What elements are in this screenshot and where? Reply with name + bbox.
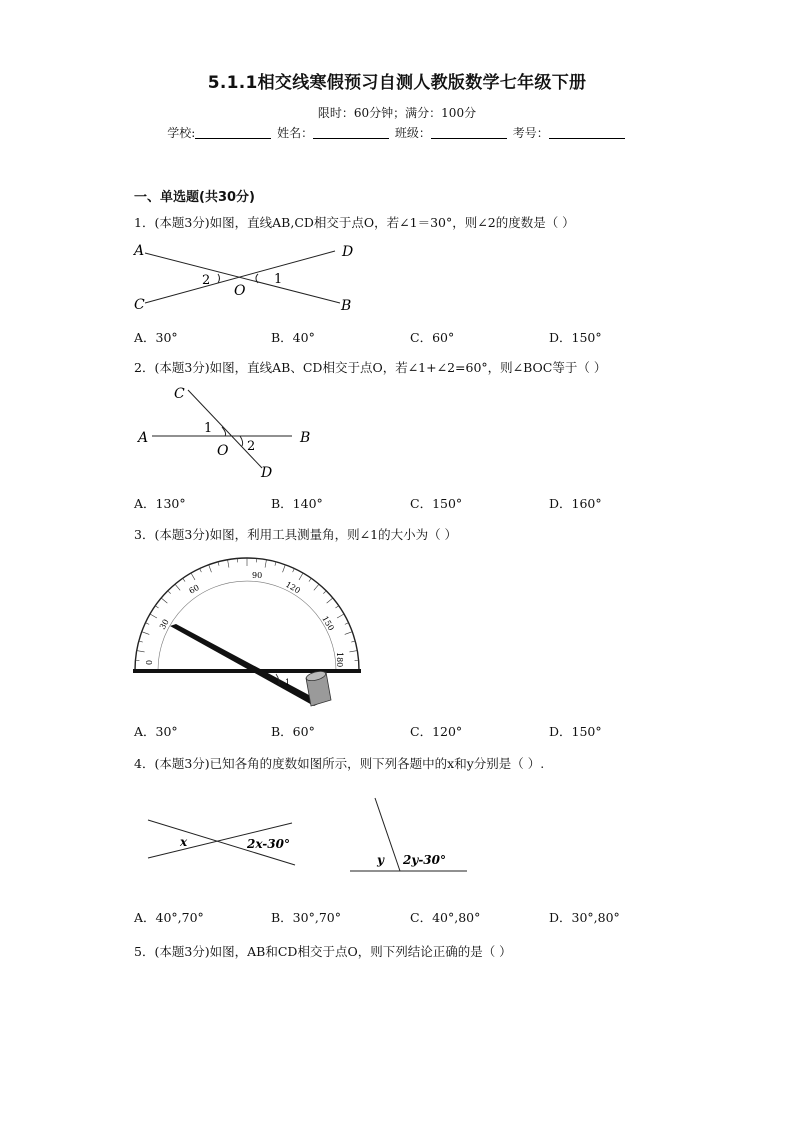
- protractor-tick: [228, 560, 229, 568]
- tick-90: 90: [252, 571, 263, 580]
- label-x: x: [180, 835, 188, 849]
- protractor-ticks: [135, 558, 359, 670]
- protractor-tick: [200, 568, 202, 572]
- q2-option-b[interactable]: B．140°: [271, 496, 323, 511]
- question-4-text: 4．(本题3分)已知各角的度数如图所示，则下列各题中的x和y分别是（ ）.: [134, 756, 545, 771]
- exam-number-blank[interactable]: [549, 126, 625, 139]
- q2-option-c[interactable]: C．150°: [410, 496, 463, 511]
- class-label: 班级：: [394, 126, 431, 140]
- label-y: y: [377, 853, 384, 867]
- question-3-text: 3．(本题3分)如图，利用工具测量角，则∠1的大小为（ ）: [134, 527, 458, 542]
- question-1-figure: [130, 238, 370, 318]
- protractor-tick: [137, 651, 145, 652]
- q1-option-a[interactable]: A．30°: [134, 330, 178, 345]
- protractor-tick: [323, 591, 326, 594]
- protractor-tick: [275, 562, 276, 566]
- q2-option-a[interactable]: A．130°: [134, 496, 186, 511]
- protractor-tick: [345, 623, 349, 625]
- class-blank[interactable]: [431, 126, 507, 139]
- student-info-line: [0, 124, 794, 141]
- label-B: B: [300, 430, 311, 446]
- label-A: A: [134, 243, 145, 259]
- protractor-tick: [327, 598, 333, 603]
- protractor-tick: [345, 632, 353, 635]
- angle-1-label: 1: [204, 421, 213, 436]
- protractor-tick: [299, 573, 303, 580]
- label-2y-30: 2y-30°: [403, 853, 447, 867]
- question-5-text: 5．(本题3分)如图，AB和CD相交于点O，则下列结论正确的是（ ）: [134, 944, 512, 959]
- school-blank[interactable]: [195, 126, 271, 139]
- protractor-tick: [349, 651, 357, 652]
- tick-180: 180: [335, 652, 344, 668]
- tick-150: 150: [320, 614, 336, 633]
- q1-option-d[interactable]: D．150°: [549, 330, 602, 345]
- protractor-tick: [335, 606, 338, 608]
- protractor-tick: [175, 584, 180, 590]
- label-A: A: [138, 430, 149, 446]
- question-2-figure: [130, 380, 330, 480]
- question-4-figure-left: [140, 790, 310, 870]
- protractor-tick: [293, 568, 295, 572]
- q2-option-d[interactable]: D．160°: [549, 496, 602, 511]
- protractor-tick: [142, 632, 150, 635]
- label-B: B: [341, 298, 352, 314]
- protractor-tick: [209, 565, 212, 573]
- label-O: O: [234, 283, 246, 299]
- tick-30: 30: [157, 617, 171, 631]
- protractor-tick: [351, 641, 355, 642]
- q3-option-a[interactable]: A．30°: [134, 724, 178, 739]
- question-4-figure-right: [345, 790, 475, 880]
- q1-option-b[interactable]: B．40°: [271, 330, 315, 345]
- angle-2-label: 2: [247, 439, 256, 454]
- protractor-tick: [168, 591, 171, 594]
- label-C: C: [174, 386, 185, 402]
- protractor-tick: [139, 641, 143, 642]
- angle-1-label: 1: [274, 272, 283, 287]
- protractor-tick: [161, 598, 167, 603]
- protractor-tick: [337, 614, 344, 618]
- tick-120: 120: [284, 579, 302, 596]
- q4-option-d[interactable]: D．30°,80°: [549, 910, 620, 925]
- protractor-tick: [314, 584, 319, 590]
- question-2-text: 2．(本题3分)如图，直线AB、CD相交于点O，若∠1+∠2=60°，则∠BOC等于（ ）: [134, 360, 607, 375]
- label-2x-30: 2x-30°: [247, 837, 290, 851]
- page-title: 5.1.1相交线寒假预习自测人教版数学七年级下册: [207, 73, 587, 93]
- tick-0: 0: [145, 659, 154, 665]
- label-D: D: [342, 244, 354, 260]
- label-O: O: [217, 443, 229, 459]
- protractor-tick: [283, 565, 286, 573]
- q4-option-b[interactable]: B．30°,70°: [271, 910, 341, 925]
- protractor-tick: [145, 623, 149, 625]
- q4-option-c[interactable]: C．40°,80°: [410, 910, 481, 925]
- name-label: 姓名：: [277, 126, 314, 140]
- q1-option-c[interactable]: C．60°: [410, 330, 455, 345]
- label-D: D: [261, 465, 273, 480]
- question-1-text: 1．(本题3分)如图，直线AB,CD相交于点O，若∠1＝30°，则∠2的度数是（ ）: [134, 215, 575, 230]
- q3-option-c[interactable]: C．120°: [410, 724, 463, 739]
- exam-number-label: 考号：: [512, 126, 549, 140]
- angle-2-label: 2: [202, 273, 211, 288]
- protractor-tick: [191, 573, 195, 580]
- protractor-tick: [309, 578, 311, 581]
- protractor-tick: [183, 578, 185, 581]
- angle-1-label: 1: [285, 678, 291, 687]
- protractor-figure: [130, 552, 365, 712]
- section-title: 一、单选题(共30分): [134, 190, 255, 205]
- protractor-tick: [265, 560, 266, 568]
- school-label: 学校:: [167, 126, 196, 140]
- protractor-tick: [150, 614, 157, 618]
- q4-option-a[interactable]: A．40°,70°: [134, 910, 204, 925]
- tick-60: 60: [187, 582, 201, 596]
- q3-option-b[interactable]: B．60°: [271, 724, 315, 739]
- label-C: C: [134, 297, 145, 313]
- q3-option-d[interactable]: D．150°: [549, 724, 602, 739]
- protractor-tick: [218, 562, 219, 566]
- protractor-tick: [155, 606, 158, 608]
- exam-limits: 限时：60分钟；满分：100分: [317, 106, 477, 120]
- name-blank[interactable]: [313, 126, 389, 139]
